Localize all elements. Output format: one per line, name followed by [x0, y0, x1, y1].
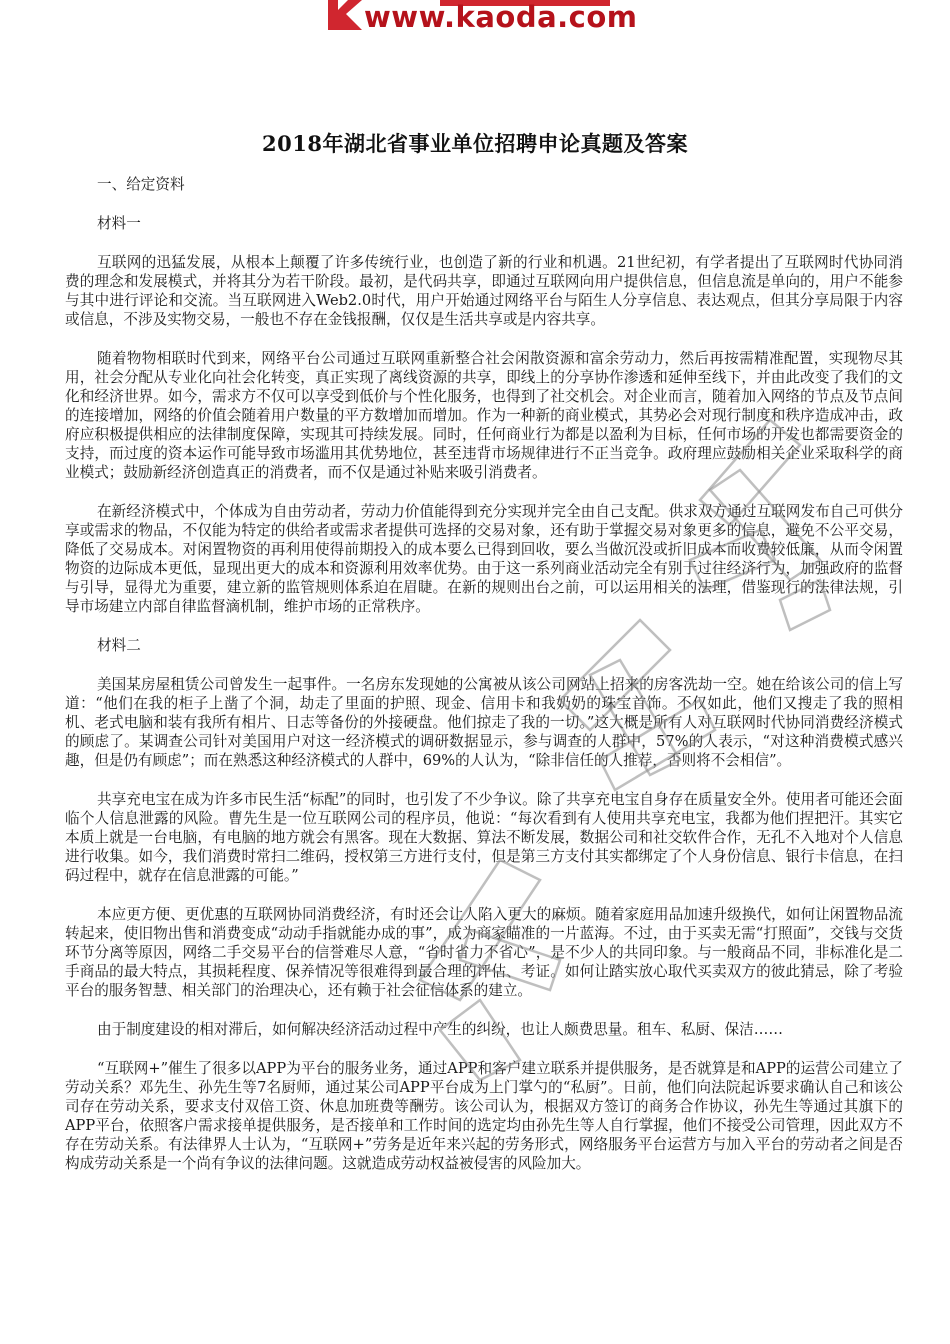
logo-url-text[interactable]: www.kaoda.com [364, 0, 638, 34]
material-label: 材料一 [97, 215, 141, 232]
paragraph: 互联网的迅猛发展，从根本上颠覆了许多传统行业，也创造了新的行业和机遇。21世纪初，有学者提出了互联网时代协同消费的理念和发展模式，并将其分为若干阶段。最初，是代码共享，即通过互联网向用户提供信息，但信息流是单向的，用户不能参与其中进行评论和交流。当互联网进入Web2.0时代，用户开始通过网络平台与陌生人分享信息、表达观点，但其分享局限于内容或信息，不涉及实物交易，一般也不存在金钱报酬，仅仅是生活共享或是内容共享。 [65, 254, 903, 328]
paragraph: 由于制度建设的相对滞后，如何解决经济活动过程中产生的纠纷，也让人颇费思量。租车、私厨、保洁…… [97, 1021, 783, 1038]
document-title: 2018年湖北省事业单位招聘申论真题及答案 [262, 131, 688, 156]
paragraph: 随着物物相联时代到来，网络平台公司通过互联网重新整合社会闲散资源和富余劳动力，然后再按需精准配置，实现物尽其用，社会分配从专业化向社会化转变，真正实现了离线资源的共享，即线上的分享协作渗透和延伸至线下，并由此改变了我们的文化和经济世界。如今，需求方不仅可以享受到低价与个性化服务，也得到了社交机会。对企业而言，随着加入网络的节点及节点间的连接增加，网络的价值会随着用户数量的平方数增加而增加。作为一种新的商业模式，其势必会对现行制度和秩序造成冲击，政府应积极提供相应的法律制度保障，实现其可持续发展。同时，任何商业行为都是以盈利为目标，任何市场的开发也都需要资金的支持，而过度的资本运作可能导致市场滥用其优势地位，甚至违背市场规律进行不正当竞争。政府理应鼓励相关企业采取科学的商业模式；鼓励新经济创造真正的消费者，而不仅是通过补贴来吸引消费者。 [65, 350, 903, 481]
paragraph: “互联网+”催生了很多以APP为平台的服务业务，通过APP和客户建立联系并提供服务，是否就算是和APP的运营公司建立了劳动关系？邓先生、孙先生等7名厨师，通过某公司APP平台成为上门掌勺的“私厨”。日前，他们向法院起诉要求确认自己和该公司存在劳动关系，要求支付双倍工资、休息加班费等酬劳。该公司认为，根据双方签订的商务合作协议，孙先生等通过其旗下的APP平台，依照客户需求接单提供服务，是否接单和工作时间的选定均由孙先生等人自行掌握，他们不接受公司管理，因此双方不存在劳动关系。有法律界人士认为，“互联网+”劳务是近年来兴起的劳务形式，网络服务平台运营方与加入平台的劳动者之间是否构成劳动关系是一个尚有争议的法律问题。这就造成劳动权益被侵害的风险加大。 [65, 1060, 903, 1172]
section-heading: 一、给定资料 [97, 176, 185, 193]
page-header [0, 0, 950, 40]
paragraph: 本应更方便、更优惠的互联网协同消费经济，有时还会让人陷入更大的麻烦。随着家庭用品加速升级换代，如何让闲置物品流转起来，使旧物出售和消费变成“动动手指就能办成的事”，成为商家瞄准的一片蓝海。不过，由于买卖无需“打照面”，交钱与交货环节分离等原因，网络二手交易平台的信誉难尽人意，“省时省力不省心”，是不少人的共同印象。与一般商品不同，非标准化是二手商品的最大特点，其损耗程度、保养情况等很难得到最合理的评估、考证。如何让踏实放心取代买卖双方的彼此猜忌，除了考验平台的服务智慧、相关部门的治理决心，还有赖于社会征信体系的建立。 [65, 906, 903, 999]
kaoda-logo-icon [322, 0, 366, 30]
paragraph: 在新经济模式中，个体成为自由劳动者，劳动力价值能得到充分实现并完全由自己支配。供求双方通过互联网发布自己可供分享或需求的物品，不仅能为特定的供给者或需求者提供可选择的交易对象，还有助于掌握交易对象更多的信息，避免不公平交易，降低了交易成本。对闲置物资的再利用使得前期投入的成本要么已得到回收，要么当做沉没或折旧成本而收费较低廉，从而令闲置物资的边际成本更低，显现出更大的成本和资源利用效率优势。由于这一系列商业活动完全有别于过往经济行为，加强政府的监督与引导，显得尤为重要，建立新的监管规则体系迫在眉睫。在新的规则出台之前，可以运用相关的法理，借鉴现行的法律法规，引导市场建立内部自律监督滴机制，维护市场的正常秩序。 [65, 503, 903, 615]
paragraph: 共享充电宝在成为许多市民生活“标配”的同时，也引发了不少争议。除了共享充电宝自身存在质量安全外。使用者可能还会面临个人信息泄露的风险。曹先生是一位互联网公司的程序员，他说：“每次看到有人使用共享充电宝，我都为他们捏把汗。其实它本质上就是一台电脑，有电脑的地方就会有黑客。现在大数据、算法不断发展，数据公司和社交软件合作，无孔不入地对个人信息进行收集。如今，我们消费时常扫二维码，授权第三方进行支付，但是第三方支付其实都绑定了个人身份信息、银行卡信息，在扫码过程中，就存在信息泄露的可能。” [65, 791, 903, 884]
document-body [65, 175, 903, 1193]
material-label: 材料二 [97, 637, 141, 654]
paragraph: 美国某房屋租赁公司曾发生一起事件。一名房东发现她的公寓被从该公司网站上招来的房客洗劫一空。她在给该公司的信上写道：“他们在我的柜子上凿了个洞，劫走了里面的护照、现金、信用卡和我奶奶的珠宝首饰。不仅如此，他们又搜走了我的照相机、老式电脑和装有我所有相片、日志等备份的外接硬盘。他们掠走了我的一切。”这大概是所有人对互联网时代协同消费经济模式的顾虑了。某调查公司针对美国用户对这一经济模式的调研数据显示，参与调查的人群中，57%的人表示，“对这种消费模式感兴趣，但是仍有顾虑”；而在熟悉这种经济模式的人群中，69%的人认为，“除非信任的人推荐，否则将不会相信”。 [65, 676, 903, 769]
